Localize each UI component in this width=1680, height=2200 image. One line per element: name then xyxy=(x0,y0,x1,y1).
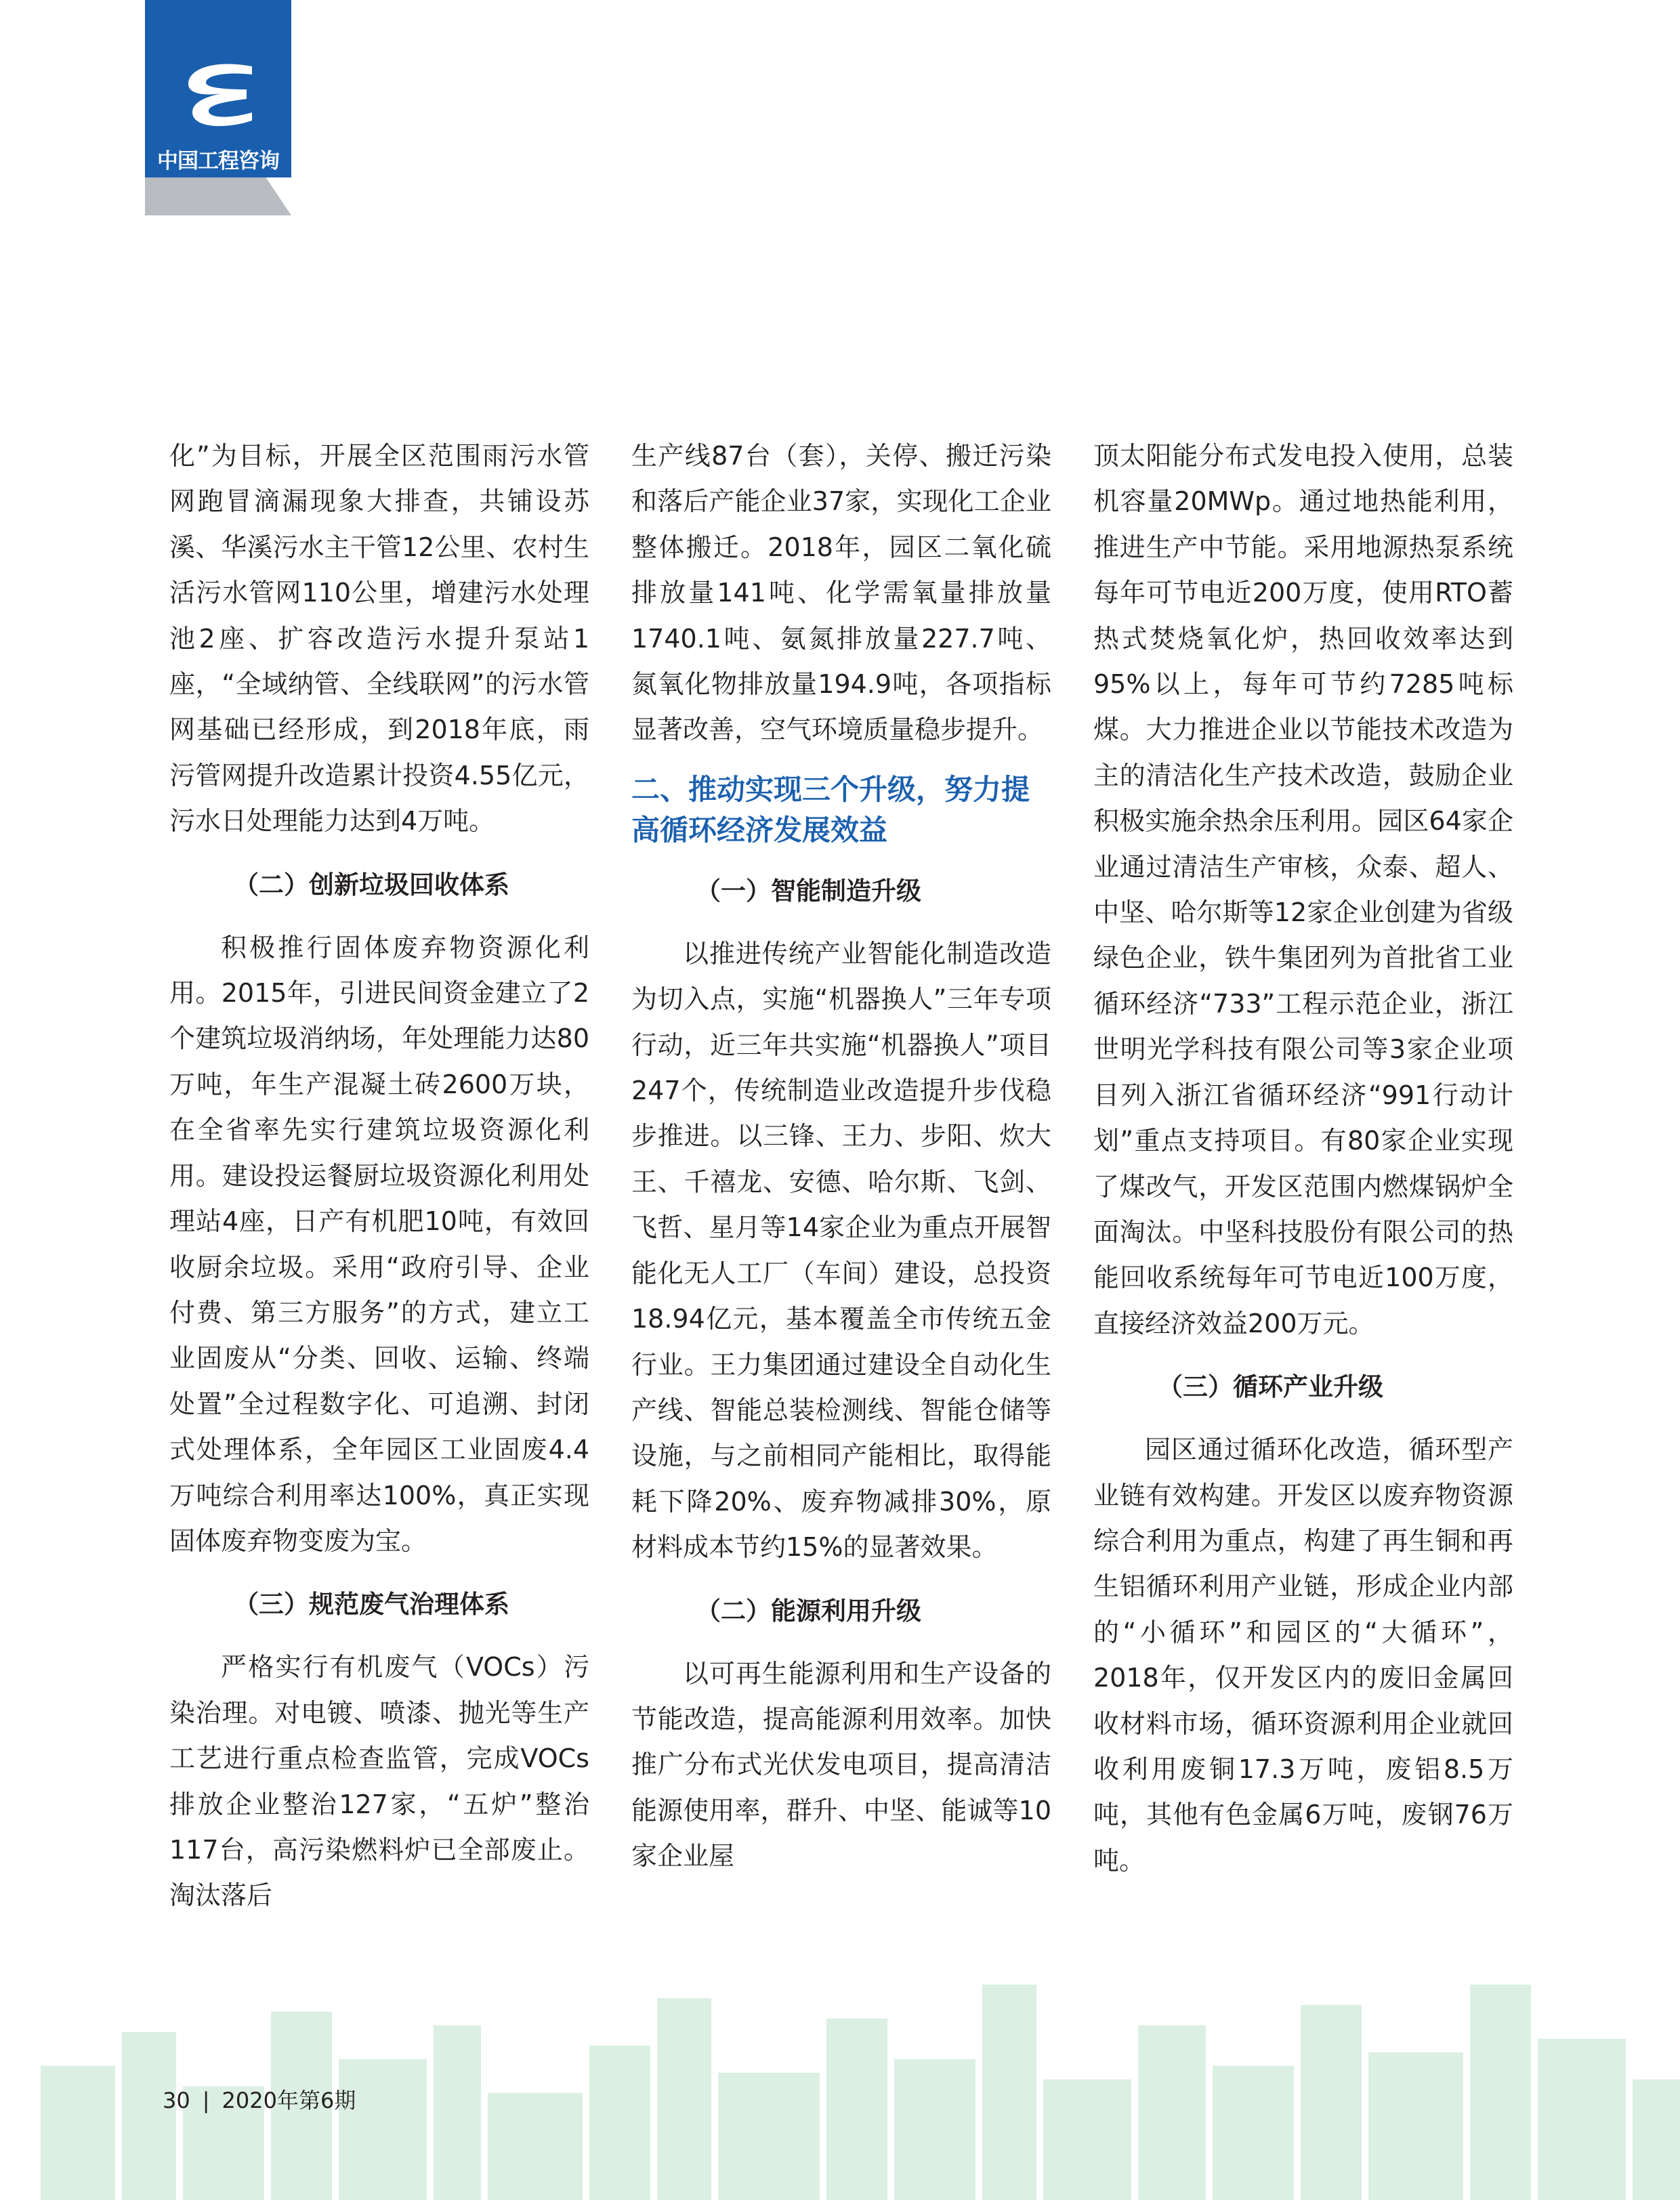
subsection-heading: （一）智能制造升级 xyxy=(696,876,921,906)
paragraph: 以推进传统产业智能化制造改造为切入点，实施“机器换人”三年专项行动，近三年共实施“机器换人”项目247个，传统制造业改造提升步伐稳步推进。以三锋、王力、步阳、炊大王、千禧龙、安德、哈尔斯、飞剑、飞哲、星月等14家企业为重点开展智能化无人工厂（车间）建设，总投资18.94亿元，基本覆盖全市传统五金行业。王力集团通过建设全自动化生产线、智能总装检测线、智能仓储等设施，与之前相同产能相比，取得能耗下降20%、废弃物减排30%，原材料成本节约15%的显著效果。 xyxy=(631,938,1051,1563)
column-3 xyxy=(1093,433,1513,1884)
subsection-heading: （二）创新垃圾回收体系 xyxy=(234,870,509,900)
page-footer xyxy=(163,2083,356,2115)
paragraph: 生产线87台（套），关停、搬迁污染和落后产能企业37家，实现化工企业整体搬迁。2018年，园区二氧化硫排放量141吨、化学需氧量排放量1740.1吨、氨氮排放量227.7吨、氮氧化物排放量194.9吨，各项指标显著改善，空气环境质量稳步提升。 xyxy=(631,441,1051,745)
brand-logo-icon xyxy=(176,54,257,135)
column-2 xyxy=(631,433,1051,1880)
paragraph: 严格实行有机废气（VOCs）污染治理。对电镀、喷漆、抛光等生产工艺进行重点检查监管，完成VOCs排放企业整治127家，“五炉”整治117台，高污染燃料炉已全部废止。淘汰落后 xyxy=(169,1652,589,1911)
subsection-heading: （三）循环产业升级 xyxy=(1158,1372,1383,1402)
brand-name: 中国工程咨询 xyxy=(157,149,279,173)
column-1 xyxy=(169,433,589,1919)
header-tab-shadow xyxy=(145,176,291,215)
paragraph: 积极推行固体废弃物资源化利用。2015年，引进民间资金建立了2个建筑垃圾消纳场，年处理能力达80万吨，年生产混凝土砖2600万块，在全省率先实行建筑垃圾资源化利用。建设投运餐厨垃圾资源化利用处理站4座，日产有机肥10吨，有效回收厨余垃圾。采用“政府引导、企业付费、第三方服务”的方式，建立工业固废从“分类、回收、运输、终端处置”全过程数字化、可追溯、封闭式处理体系，全年园区工业固废4.4万吨综合利用率达100%，真正实现固体废弃物变废为宝。 xyxy=(169,932,589,1556)
paragraph: 顶太阳能分布式发电投入使用，总装机容量20MWp。通过地热能利用，推进生产中节能。采用地源热泵系统每年可节电近200万度，使用RTO蓄热式焚烧氧化炉，热回收效率达到95%以上，每年可节约7285吨标煤。大力推进企业以节能技术改造为主的清洁化生产技术改造，鼓励企业积极实施余热余压利用。园区64家企业通过清洁生产审核，众泰、超人、中坚、哈尔斯等12家企业创建为省级绿色企业，铁牛集团列为首批省工业循环经济“733”工程示范企业，浙江世明光学科技有限公司等3家企业项目列入浙江省循环经济“991行动计划”重点支持项目。有80家企业实现了煤改气，开发区范围内燃煤锅炉全面淘汰。中坚科技股份有限公司的热能回收系统每年可节电近100万度，直接经济效益200万元。 xyxy=(1093,441,1513,1338)
page-number: 30 xyxy=(163,2088,190,2113)
footer-separator: | xyxy=(202,2088,210,2113)
issue-label: 2020年第6期 xyxy=(222,2088,356,2113)
section-heading: 二、推动实现三个升级，努力提高循环经济发展效益 xyxy=(631,772,1030,847)
subsection-heading: （三）规范废气治理体系 xyxy=(234,1590,509,1620)
paragraph: 以可再生能源利用和生产设备的节能改造，提高能源利用效率。加快推广分布式光伏发电项目，提高清洁能源使用率，群升、中坚、能诚等10家企业屋 xyxy=(631,1658,1051,1871)
subsection-heading: （二）能源利用升级 xyxy=(696,1596,921,1626)
paragraph: 化”为目标，开展全区范围雨污水管网跑冒滴漏现象大排查，共铺设苏溪、华溪污水主干管12公里、农村生活污水管网110公里，增建污水处理池2座、扩容改造污水提升泵站1座，“全域纳管、全线联网”的污水管网基础已经形成，到2018年底，雨污管网提升改造累计投资4.55亿元，污水日处理能力达到4万吨。 xyxy=(169,441,589,837)
paragraph: 园区通过循环化改造，循环型产业链有效构建。开发区以废弃物资源综合利用为重点，构建了再生铜和再生铝循环利用产业链，形成企业内部的“小循环”和园区的“大循环”，2018年，仅开发区内的废旧金属回收材料市场，循环资源利用企业就回收利用废铜17.3万吨，废铝8.5万吨，其他有色金属6万吨，废钢76万吨。 xyxy=(1093,1435,1513,1876)
